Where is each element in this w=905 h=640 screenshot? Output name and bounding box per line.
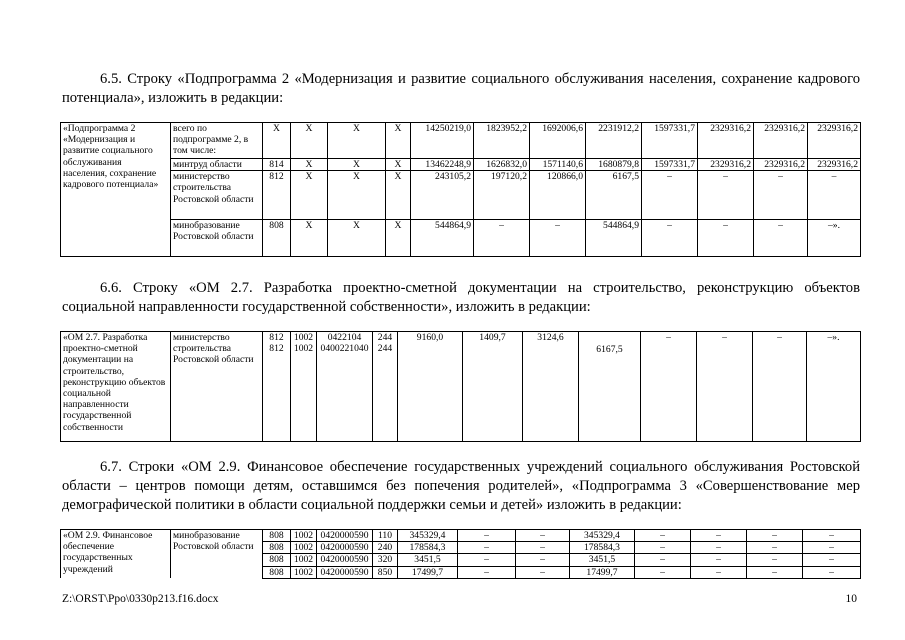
rzpr-cell: X <box>291 123 328 159</box>
value-cell: 6167,5 <box>586 171 642 220</box>
rzpr-cell: X <box>291 171 328 220</box>
grbs-cell: X <box>263 123 291 159</box>
value-cell: 13462248,9 <box>411 159 474 171</box>
value-cell: 1823952,2 <box>474 123 530 159</box>
value-cell: – <box>458 530 516 542</box>
value-cell: – <box>747 566 803 578</box>
vr-cell: X <box>386 220 411 257</box>
value-cell: –». <box>807 332 861 442</box>
value-cell: – <box>458 542 516 554</box>
value-cell: 120866,0 <box>530 171 586 220</box>
value-cell: 2231912,2 <box>586 123 642 159</box>
value-cell: – <box>747 530 803 542</box>
table-row <box>61 332 861 442</box>
vr-cell: X <box>386 123 411 159</box>
csr-cell: X <box>328 171 386 220</box>
section-6-7-heading: 6.7. Строки «ОМ 2.9. Финансовое обеспечение государственных учреждений социального обслуживания Ростовской области – центров помощи детям, оставшимся без попечения родителей», «Подпрограмма 3 «Совершенствование мер демографической политики в области социальной поддержки семьи и детей» изложить в редакции: <box>62 459 860 513</box>
grbs-cell: 808 <box>263 542 291 554</box>
csr-cell: 0420000590 <box>317 530 373 542</box>
value-cell: 17499,7 <box>570 566 635 578</box>
value-cell: – <box>635 566 691 578</box>
executor-cell: минобразование Ростовской области <box>171 220 263 257</box>
value-cell: – <box>458 554 516 566</box>
value-cell: – <box>803 530 861 542</box>
executor-cell: всего по подпрограмме 2, в том числе: <box>171 123 263 159</box>
grbs-value: 812 <box>269 343 284 354</box>
value-cell: – <box>642 171 698 220</box>
table-row <box>61 220 861 257</box>
csr-cell: X <box>328 123 386 159</box>
program-name-cell: «ОМ 2.7. Разработка проектно-сметной документации на строительство, реконструкцию объектов социальной направленности государственной собственности <box>61 332 171 442</box>
vr-cell: 320 <box>373 554 398 566</box>
value-cell: – <box>516 542 570 554</box>
table-row <box>61 123 861 159</box>
value-cell: 544864,9 <box>411 220 474 257</box>
vr-cell: 240 <box>373 542 398 554</box>
executor-cell: министерство строительства Ростовской области <box>171 332 263 442</box>
value-cell: 2329316,2 <box>808 123 861 159</box>
section-6-6-heading: 6.6. Строку «ОМ 2.7. Разработка проектно-сметной документации на строительство, реконструкцию объектов социальной направленности государственной собственности», изложить в редакции: <box>62 280 860 315</box>
value-cell: 3451,5 <box>398 554 458 566</box>
value-cell: – <box>530 220 586 257</box>
value-cell: – <box>516 566 570 578</box>
rzpr-cell <box>291 332 317 442</box>
value-cell: 2329316,2 <box>698 159 754 171</box>
value-cell: – <box>698 171 754 220</box>
value-cell: 1597331,7 <box>642 159 698 171</box>
rzpr-value: 1002 <box>293 343 314 354</box>
grbs-cell: 808 <box>263 530 291 542</box>
value-cell: – <box>642 220 698 257</box>
value-cell: – <box>698 220 754 257</box>
table-6-7 <box>60 529 861 579</box>
executor-cell: министерство строительства Ростовской области <box>171 171 263 220</box>
value-cell: 1680879,8 <box>586 159 642 171</box>
value-cell: 9160,0 <box>398 332 463 442</box>
csr-cell <box>317 332 373 442</box>
footer-file-path: Z:\ORST\Ppo\0330p213.f16.docx <box>62 593 219 605</box>
rzpr-cell: X <box>291 220 328 257</box>
value-cell: 1597331,7 <box>642 123 698 159</box>
value-cell: 1692006,6 <box>530 123 586 159</box>
value-cell: –». <box>808 220 861 257</box>
value-cell: – <box>635 530 691 542</box>
value-cell: 1571140,6 <box>530 159 586 171</box>
value-cell: 2329316,2 <box>754 159 808 171</box>
value-cell: 197120,2 <box>474 171 530 220</box>
value-cell: – <box>516 554 570 566</box>
value-cell: 14250219,0 <box>411 123 474 159</box>
value-cell: – <box>516 530 570 542</box>
vr-cell: X <box>386 171 411 220</box>
value-cell: – <box>474 220 530 257</box>
csr-cell: 0420000590 <box>317 542 373 554</box>
vr-cell: 110 <box>373 530 398 542</box>
value-cell: 2329316,2 <box>698 123 754 159</box>
value-cell: – <box>635 542 691 554</box>
csr-value: 0400221040 <box>320 343 369 354</box>
value-cell: 2329316,2 <box>754 123 808 159</box>
table-row <box>61 530 861 542</box>
table-6-6 <box>60 331 861 442</box>
executor-cell: минобразование Ростовской области <box>171 530 263 579</box>
executor-cell: минтруд области <box>171 159 263 171</box>
vr-value: 244 <box>377 343 393 354</box>
rzpr-cell: 1002 <box>291 566 317 578</box>
csr-cell: X <box>328 159 386 171</box>
page-number: 10 <box>845 593 857 605</box>
value-cell: – <box>697 332 753 442</box>
csr-cell: 0420000590 <box>317 566 373 578</box>
value-cell: 3451,5 <box>570 554 635 566</box>
value-cell: – <box>635 554 691 566</box>
csr-cell: 0420000590 <box>317 554 373 566</box>
table-row <box>61 159 861 171</box>
rzpr-cell: 1002 <box>291 530 317 542</box>
value-cell: – <box>691 566 747 578</box>
rzpr-cell: X <box>291 159 328 171</box>
value-cell: 3124,6 <box>523 332 579 442</box>
section-6-5-heading: 6.5. Строку «Подпрограмма 2 «Модернизация и развитие социального обслуживания населения, сохранение кадрового потенциала», изложить в редакции: <box>62 71 860 106</box>
grbs-cell <box>263 332 291 442</box>
csr-cell: X <box>328 220 386 257</box>
value-cell: – <box>803 566 861 578</box>
rzpr-cell: 1002 <box>291 554 317 566</box>
value-cell: – <box>747 554 803 566</box>
rzpr-value: 1002 <box>293 332 314 343</box>
value-cell: – <box>747 542 803 554</box>
value-cell: 6167,5 <box>579 332 641 442</box>
value-cell: – <box>803 554 861 566</box>
value-cell: 345329,4 <box>398 530 458 542</box>
value-cell: 17499,7 <box>398 566 458 578</box>
csr-value: 0422104 <box>327 332 362 343</box>
grbs-cell: 808 <box>263 566 291 578</box>
value-cell: – <box>691 554 747 566</box>
value-cell: – <box>803 542 861 554</box>
vr-value: 244 <box>377 332 393 343</box>
value-cell: – <box>754 171 808 220</box>
table-row <box>61 171 861 220</box>
table-6-5 <box>60 122 861 257</box>
value-cell: – <box>641 332 697 442</box>
value-cell: – <box>458 566 516 578</box>
vr-cell: X <box>386 159 411 171</box>
grbs-cell: 814 <box>263 159 291 171</box>
value-cell: – <box>691 542 747 554</box>
grbs-value: 812 <box>269 332 284 343</box>
grbs-cell: 812 <box>263 171 291 220</box>
vr-cell <box>373 332 398 442</box>
vr-cell: 850 <box>373 566 398 578</box>
value-cell: 544864,9 <box>586 220 642 257</box>
value-cell: 1626832,0 <box>474 159 530 171</box>
value-cell: 2329316,2 <box>808 159 861 171</box>
value-cell: – <box>753 332 807 442</box>
program-name-cell: «Подпрограмма 2 «Модернизация и развитие социального обслуживания населения, сохранение кадрового потенциала» <box>61 123 171 257</box>
grbs-cell: 808 <box>263 554 291 566</box>
value-cell: – <box>808 171 861 220</box>
value-cell: 178584,3 <box>398 542 458 554</box>
value-cell: 243105,2 <box>411 171 474 220</box>
value-cell: 178584,3 <box>570 542 635 554</box>
value-cell: – <box>754 220 808 257</box>
program-name-cell: «ОМ 2.9. Финансовое обеспечение государственных учреждений <box>61 530 171 579</box>
grbs-cell: 808 <box>263 220 291 257</box>
value-cell: – <box>691 530 747 542</box>
value-cell: 345329,4 <box>570 530 635 542</box>
rzpr-cell: 1002 <box>291 542 317 554</box>
value-cell: 1409,7 <box>463 332 523 442</box>
